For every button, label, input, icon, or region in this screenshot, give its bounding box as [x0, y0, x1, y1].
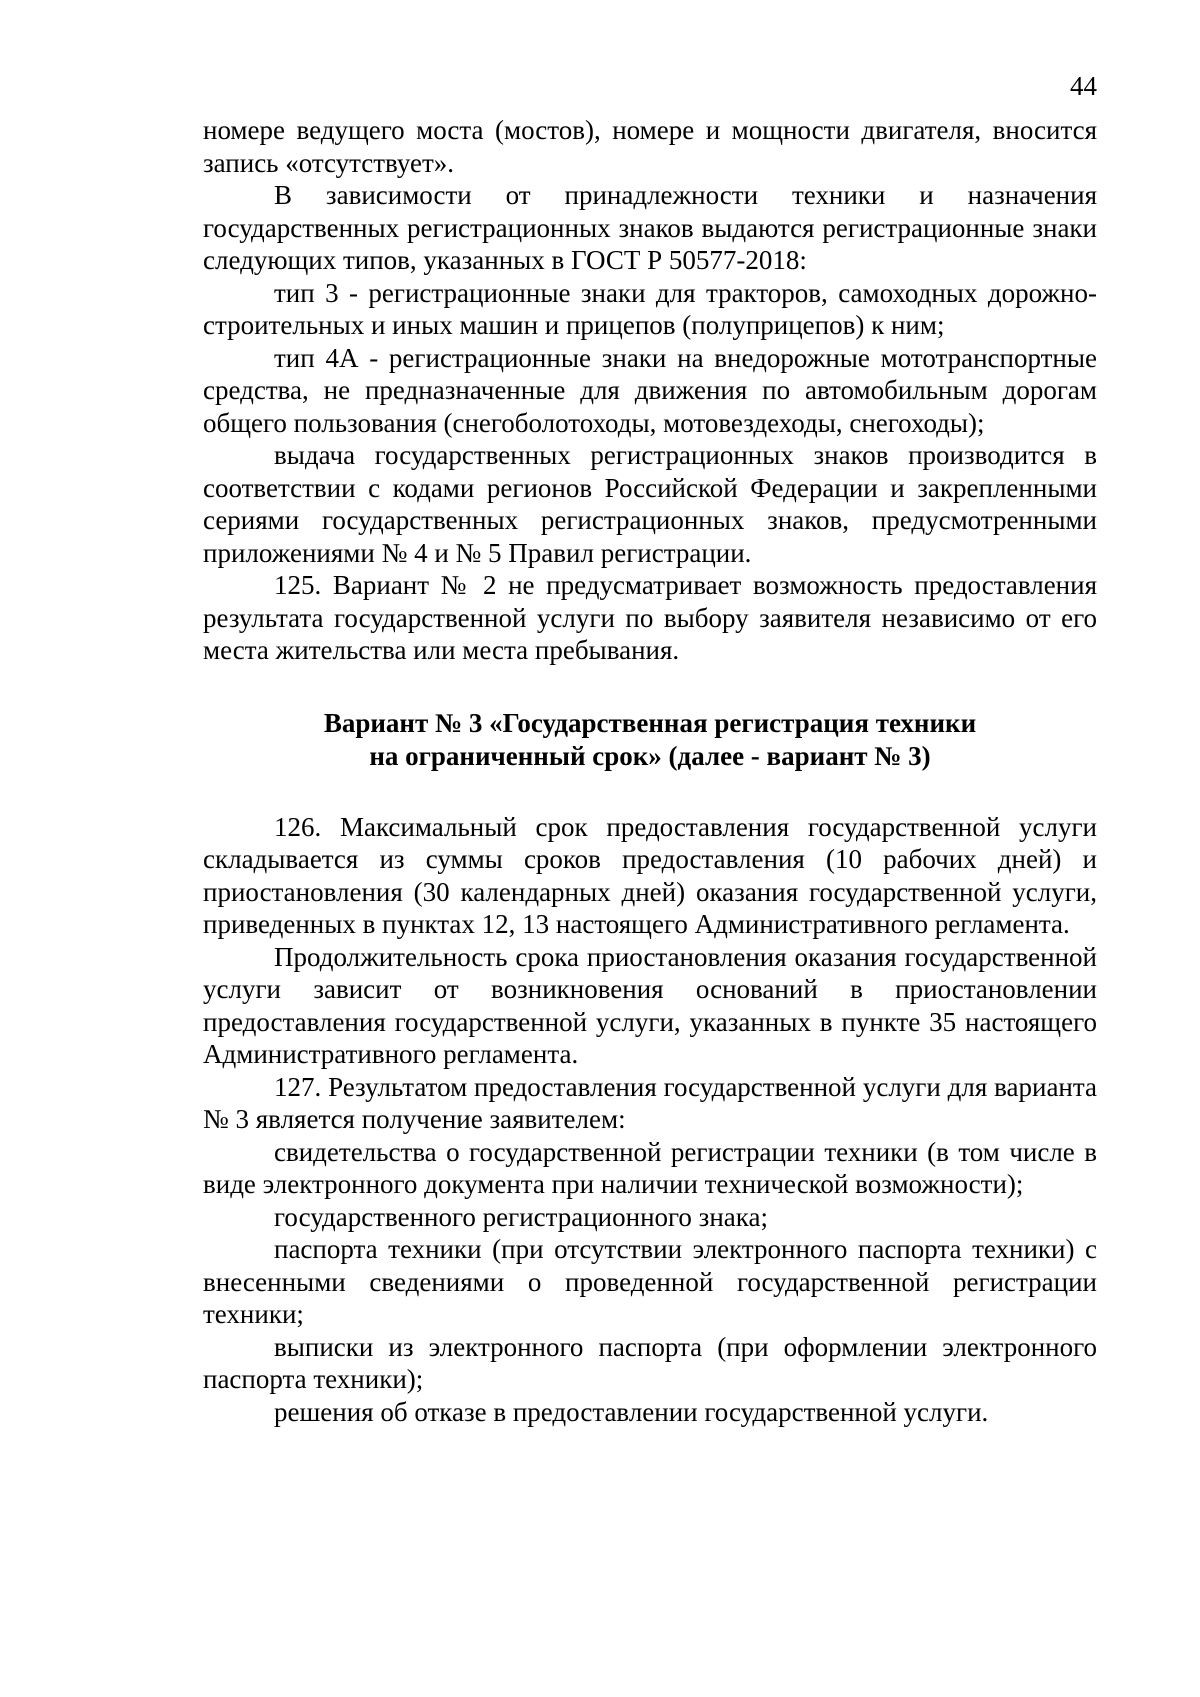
paragraph: В зависимости от принадлежности техники и назначения государственных регистрационных знаков выдаются регистрационные знаки следующих типов, указанных в ГОСТ Р 50577-2018:	[203, 180, 1097, 275]
paragraph: выдача государственных регистрационных знаков производится в соответствии с кодами регионов Российской Федерации и закрепленными сериями государственных регистрационных знаков, предусмотренными приложениями № 4 и № 5 Правил регистрации.	[203, 440, 1097, 568]
paragraph: 126. Максимальный срок предоставления государственной услуги складывается из суммы сроков предоставления (10 рабочих дней) и приостановления (30 календарных дней) оказания государственной услуги, приведенных в пунктах 12, 13 настоящего Административного регламента.	[203, 811, 1097, 939]
heading-line: на ограниченный срок» (далее - вариант № 3)	[369, 740, 931, 771]
paragraph: решения об отказе в предоставлении государственной услуги.	[274, 1396, 989, 1427]
paragraph: выписки из электронного паспорта (при оформлении электронного паспорта техники);	[203, 1331, 1097, 1394]
paragraph: номере ведущего моста (мостов), номере и мощности двигателя, вносится запись «отсутствует».	[203, 115, 1097, 178]
paragraph: тип 3 - регистрационные знаки для тракторов, самоходных дорожно-строительных и иных машин и прицепов (полуприцепов) к ним;	[203, 277, 1097, 340]
paragraph: свидетельства о государственной регистрации техники (в том числе в виде электронного документа при наличии технической возможности);	[203, 1136, 1097, 1199]
paragraph: Продолжительность срока приостановления оказания государственной услуги зависит от возникновения оснований в приостановлении предоставления государственной услуги, указанных в пункте 35 настоящего Административного регламента.	[203, 941, 1097, 1069]
page-number: 44	[1070, 71, 1097, 101]
document-body	[203, 114, 1097, 1428]
section-heading	[203, 707, 1097, 773]
paragraph: тип 4А - регистрационные знаки на внедорожные мототранспортные средства, не предназначенные для движения по автомобильным дорогам общего пользования (снегоболотоходы, мотовездеходы, снегоходы);	[203, 342, 1097, 438]
paragraph: 125. Вариант № 2 не предусматривает возможность предоставления результата государственной услуги по выбору заявителя независимо от его места жительства или места пребывания.	[203, 570, 1097, 665]
paragraph: паспорта техники (при отсутствии электронного паспорта техники) с внесенными сведениями о проведенной государственной регистрации техники;	[203, 1234, 1097, 1329]
paragraph: 127. Результатом предоставления государственной услуги для варианта № 3 является получение заявителем:	[203, 1071, 1097, 1134]
paragraph: государственного регистрационного знака;	[274, 1201, 768, 1232]
heading-line: Вариант № 3 «Государственная регистрация техники	[323, 707, 977, 738]
